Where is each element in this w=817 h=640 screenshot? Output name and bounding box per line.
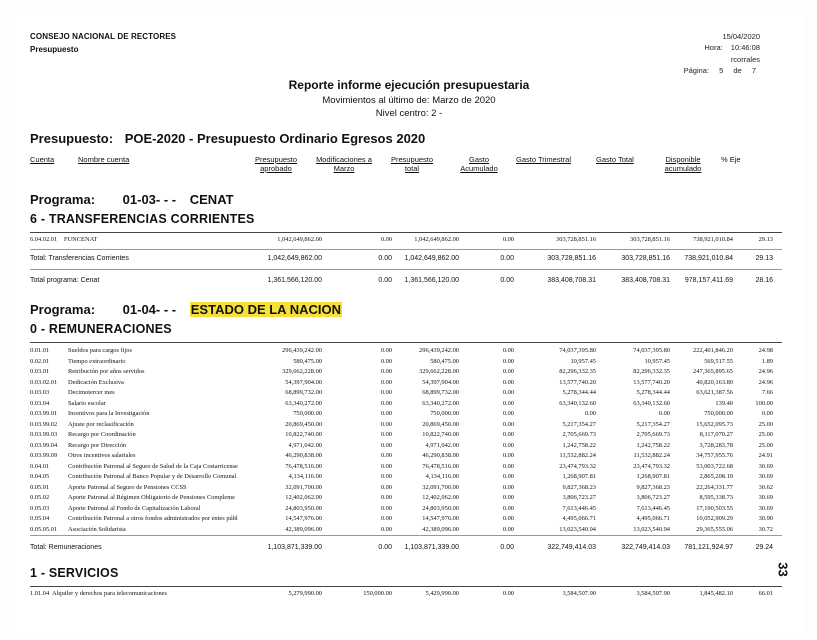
account-code: 0.04.05 (30, 473, 50, 480)
cell-pct: 24.91 (758, 452, 773, 459)
cell-disp: 2,865,208.19 (699, 473, 733, 480)
account-code: 0.01.01 (30, 347, 50, 354)
cell-modif: 0.00 (380, 494, 392, 501)
table-row (30, 590, 773, 600)
cell-modif: 0.00 (380, 399, 392, 407)
cell-aprobado: 1,103,871,339.00 (267, 544, 322, 551)
cell-gtotal: 11,532,882.24 (633, 452, 670, 459)
cell-gtotal: 82,296,332.35 (633, 368, 670, 375)
cell-modif: 0.00 (380, 410, 392, 417)
cell-disp: 10,052,909.29 (696, 515, 733, 522)
cell-pct: 28.16 (755, 277, 773, 284)
account-code: 0.05.03 (30, 504, 50, 512)
cell-gtotal: 5,217,354.27 (636, 420, 670, 428)
cell-acum: 0.00 (502, 525, 514, 533)
cell-disp: 15,652,095.73 (696, 420, 733, 428)
cell-aprobado: 54,397,904.00 (285, 378, 322, 386)
page-label: Página: (683, 66, 710, 75)
account-name: Asociación Solidarista (68, 525, 126, 533)
cell-acum: 0.00 (502, 441, 514, 449)
cell-gtotal: 0.00 (658, 410, 670, 417)
cell-trim: 13,023,540.94 (559, 525, 596, 533)
cell-aprobado: 76,478,516.00 (285, 462, 322, 470)
table-row (30, 441, 773, 452)
cell-total: 24,803,950.00 (422, 504, 459, 512)
divider (30, 232, 782, 233)
divider (30, 249, 782, 250)
cell-gtotal: 2,705,669.73 (636, 431, 670, 438)
page-indicator (684, 66, 756, 75)
cell-total: 42,389,096.00 (422, 525, 459, 533)
cell-acum: 0.00 (502, 494, 514, 501)
cell-gtotal: 322,749,414.03 (621, 544, 670, 551)
cell-modif: 0.00 (380, 378, 392, 386)
table-row (30, 452, 773, 462)
cell-trim: 322,749,414.03 (547, 544, 596, 551)
cell-disp: 569,517.55 (704, 357, 733, 365)
cell-total: 5,429,990.00 (425, 590, 459, 597)
cell-gtotal: 63,340,132.60 (633, 399, 670, 407)
cell-gtotal: 23,474,793.32 (633, 462, 670, 470)
cell-pct: 0.00 (761, 410, 773, 417)
cell-total: 46,290,838.00 (422, 452, 459, 459)
cell-total: 580,475.00 (430, 357, 459, 365)
cell-aprobado: 12,402,062.00 (285, 494, 322, 501)
cell-pct: 30.69 (758, 494, 773, 501)
budget-heading (30, 131, 425, 146)
cell-trim: 303,728,851.16 (556, 236, 596, 243)
divider (30, 269, 782, 270)
cell-pct: 30.72 (758, 525, 773, 533)
col-gasto-acumulado: Gasto Acumulado (460, 155, 498, 173)
cell-total: 1,042,649,862.00 (404, 255, 459, 262)
cell-aprobado: 10,822,740.00 (285, 431, 322, 438)
cell-total: 4,971,042.00 (425, 441, 459, 449)
cell-total: 10,822,740.00 (422, 431, 459, 438)
cell-acum: 0.00 (500, 277, 514, 284)
cell-pct: 24.98 (758, 347, 773, 354)
time-label: Hora: (704, 43, 723, 52)
cell-total: 1,042,649,862.00 (414, 236, 459, 243)
cell-pct: 1.89 (761, 357, 773, 365)
cell-total: 1,103,871,339.00 (404, 544, 459, 551)
table-row (30, 504, 773, 515)
program2-name: ESTADO DE LA NACION (190, 302, 341, 317)
cell-aprobado: 4,134,116.00 (288, 473, 322, 480)
table-row (30, 389, 773, 399)
program2-section2: 1 - SERVICIOS (30, 566, 119, 580)
cell-modif: 0.00 (378, 277, 392, 284)
cell-modif: 0.00 (378, 544, 392, 551)
program1-section: 6 - TRANSFERENCIAS CORRIENTES (30, 212, 255, 226)
cell-trim: 23,474,793.32 (559, 462, 596, 470)
report-user: rcorrales (730, 55, 760, 64)
account-name: Aporte Patronal al Régimen Obligatorio de Pensiones Compleme (68, 494, 236, 501)
col-gasto-total: Gasto Total (596, 155, 634, 164)
col-total: Presupuesto total (390, 155, 434, 173)
cell-modif: 0.00 (380, 515, 392, 522)
cell-aprobado: 329,662,228.00 (282, 368, 322, 375)
account-name: Otros incentivos salariales (68, 452, 136, 459)
cell-pct: 7.66 (761, 389, 773, 396)
report-time: 10:46:08 (730, 43, 760, 52)
cell-modif: 0.00 (380, 525, 392, 533)
account-code: 0.03.04 (30, 399, 50, 407)
table-row (30, 368, 773, 378)
account-name: Contribución Patronal a otros fondos administrados por entes públ (68, 515, 238, 522)
cell-disp: 139.40 (715, 399, 733, 407)
cell-trim: 5,278,344.44 (562, 389, 596, 396)
cell-pct: 30.69 (758, 462, 773, 470)
cell-gtotal: 4,495,066.71 (636, 515, 670, 522)
account-code: 0.03.99.01 (30, 410, 58, 417)
cell-disp: 781,121,924.97 (684, 544, 733, 551)
account-code: 0.05.02 (30, 494, 50, 501)
account-code: 0.05.05.01 (30, 525, 58, 533)
account-name: Decimotercer mes (68, 389, 115, 396)
cell-trim: 383,408,708.31 (547, 277, 596, 284)
page-of: de (733, 66, 742, 75)
cell-gtotal: 303,728,851.16 (621, 255, 670, 262)
cell-trim: 1,242,758.22 (562, 441, 596, 449)
account-code: 0.03.03 (30, 389, 50, 396)
cell-aprobado: 24,803,950.00 (285, 504, 322, 512)
cell-acum: 0.00 (502, 410, 514, 417)
cell-aprobado: 68,899,732.00 (285, 389, 322, 396)
cell-gtotal: 13,577,740.20 (633, 378, 670, 386)
cell-pct: 30.62 (758, 483, 773, 491)
cell-acum: 0.00 (502, 236, 514, 243)
cell-total: 4,134,116.00 (425, 473, 459, 480)
cell-aprobado: 14,547,976.00 (285, 515, 322, 522)
cell-disp: 17,190,503.55 (696, 504, 733, 512)
col-gasto-trimestral: Gasto Trimestral (516, 155, 572, 164)
cell-acum: 0.00 (502, 347, 514, 354)
account-code: 0.04.01 (30, 462, 50, 470)
table-row (30, 515, 773, 525)
cell-trim: 74,037,395.80 (559, 347, 596, 354)
table-row (30, 399, 773, 410)
cell-disp: 3,728,283.78 (699, 441, 733, 449)
cell-disp: 222,401,846.20 (693, 347, 733, 354)
cell-trim: 9,827,368.23 (562, 483, 596, 491)
cell-total: 14,547,976.00 (422, 515, 459, 522)
table-row (30, 236, 773, 246)
cell-disp: 8,595,338.73 (699, 494, 733, 501)
cell-modif: 0.00 (380, 504, 392, 512)
cell-pct: 66.01 (758, 590, 773, 597)
cell-aprobado: 4,971,042.00 (288, 441, 322, 449)
table-row (30, 473, 773, 483)
cell-gtotal: 3,584,507.90 (636, 590, 670, 597)
cell-disp: 8,117,070.27 (699, 431, 733, 438)
cell-total: 63,340,272.00 (422, 399, 459, 407)
program1-label: Programa: (30, 192, 96, 207)
cell-trim: 0.00 (584, 410, 596, 417)
table-row (30, 357, 773, 368)
cell-disp: 34,757,955.76 (696, 452, 733, 459)
budget-label: Presupuesto: (30, 131, 114, 146)
total-row (30, 544, 773, 554)
cell-trim: 82,296,332.35 (559, 368, 596, 375)
cell-trim: 4,495,066.71 (562, 515, 596, 522)
cell-gtotal: 74,037,395.80 (633, 347, 670, 354)
cell-modif: 0.00 (378, 255, 392, 262)
table-row (30, 347, 773, 357)
cell-gtotal: 9,827,368.23 (636, 483, 670, 491)
cell-acum: 0.00 (502, 515, 514, 522)
cell-disp: 750,000.00 (704, 410, 733, 417)
cell-modif: 0.00 (380, 368, 392, 375)
program2-code: 01-04- - - (122, 302, 177, 317)
cell-modif: 150,000.00 (363, 590, 392, 597)
account-name: Dedicación Exclusiva (68, 378, 124, 386)
report-sheet (14, 14, 804, 634)
cell-disp: 978,157,411.69 (684, 277, 733, 284)
cell-gtotal: 303,728,851.16 (630, 236, 670, 243)
cell-acum: 0.00 (502, 378, 514, 386)
cell-aprobado: 5,279,990.00 (288, 590, 322, 597)
cell-aprobado: 20,869,450.00 (285, 420, 322, 428)
cell-total: 329,662,228.00 (419, 368, 459, 375)
cell-aprobado: 63,340,272.00 (285, 399, 322, 407)
cell-modif: 0.00 (380, 389, 392, 396)
total-label: Total programa: Cenat (30, 277, 100, 284)
report-title: Reporte informe ejecución presupuestaria (288, 78, 530, 92)
cell-total: 1,361,566,120.00 (404, 277, 459, 284)
cell-gtotal: 1,268,907.81 (636, 473, 670, 480)
total-label: Total: Transferencias Corrientes (30, 255, 129, 262)
account-name: Sueldos para cargos fijos (68, 347, 132, 354)
cell-trim: 10,957.45 (570, 357, 596, 365)
page-current: 5 (719, 66, 724, 75)
account-name: Recargo por Coordinación (68, 431, 136, 438)
cell-gtotal: 1,242,758.22 (636, 441, 670, 449)
table-row (30, 525, 773, 536)
program1-code: 01-03- - - (122, 192, 177, 207)
cell-pct: 25.00 (758, 441, 773, 449)
cell-acum: 0.00 (502, 368, 514, 375)
cell-disp: 738,921,010.84 (684, 255, 733, 262)
table-row (30, 431, 773, 441)
account-name: Ajuste por reclasificación (68, 420, 134, 428)
table-row (30, 494, 773, 504)
cell-modif: 0.00 (380, 452, 392, 459)
account-name: Contribución Patronal al Banco Popular y de Desarrollo Comunal (68, 473, 237, 480)
cell-disp: 1,845,482.10 (699, 590, 733, 597)
divider (30, 342, 782, 343)
cell-acum: 0.00 (500, 544, 514, 551)
cell-pct: 25.00 (758, 420, 773, 428)
cell-pct: 30.69 (758, 473, 773, 480)
account-code: 0.03.99.03 (30, 431, 58, 438)
account-code: 0.05.01 (30, 483, 50, 491)
col-modificaciones: Modificaciones a Marzo (316, 155, 372, 173)
table-row (30, 462, 773, 473)
report-category: Presupuesto (30, 45, 79, 54)
cell-pct: 29.13 (755, 255, 773, 262)
cell-total: 750,000.00 (430, 410, 459, 417)
account-name: FUNCENAT (64, 236, 98, 243)
cell-acum: 0.00 (502, 357, 514, 365)
cell-modif: 0.00 (380, 483, 392, 491)
table-row (30, 420, 773, 431)
account-code: 0.03.99.09 (30, 452, 58, 459)
cell-disp: 40,820,163.80 (696, 378, 733, 386)
cell-total: 54,397,904.00 (422, 378, 459, 386)
cell-trim: 11,532,882.24 (559, 452, 596, 459)
cell-disp: 738,921,010.84 (693, 236, 733, 243)
account-name: Recargo por Dirección (68, 441, 127, 449)
table-row (30, 410, 773, 420)
cell-gtotal: 5,278,344.44 (636, 389, 670, 396)
cell-modif: 0.00 (380, 420, 392, 428)
account-name: Alquiler y derechos para telecomunicaciones (52, 590, 167, 597)
cell-aprobado: 750,000.00 (293, 410, 322, 417)
cell-pct: 30.69 (758, 504, 773, 512)
program1-name: CENAT (189, 192, 234, 207)
report-movements: Movimientos al último de: Marzo de 2020 (322, 95, 496, 106)
cell-trim: 3,584,507.90 (562, 590, 596, 597)
cell-modif: 0.00 (380, 462, 392, 470)
account-name: Incentivos para la Investigación (68, 410, 150, 417)
page-total: 7 (751, 66, 756, 75)
cell-aprobado: 1,042,649,862.00 (267, 255, 322, 262)
cell-trim: 2,705,669.73 (562, 431, 596, 438)
cell-disp: 63,621,387.56 (696, 389, 733, 396)
budget-name: POE-2020 - Presupuesto Ordinario Egresos 2020 (124, 131, 426, 146)
total-label: Total: Remuneraciones (30, 544, 102, 551)
cell-trim: 3,806,723.27 (562, 494, 596, 501)
side-page-number: 33 (775, 562, 791, 577)
account-code: 0.05.04 (30, 515, 50, 522)
cell-gtotal: 383,408,708.31 (621, 277, 670, 284)
col-pct: % Eje (721, 155, 741, 164)
cell-acum: 0.00 (502, 462, 514, 470)
cell-pct: 25.00 (758, 431, 773, 438)
report-time-block (704, 43, 760, 52)
cell-total: 76,478,516.00 (422, 462, 459, 470)
cell-pct: 29.24 (755, 544, 773, 551)
cell-aprobado: 32,091,700.00 (285, 483, 322, 491)
account-name: Aporte Patronal al Seguro de Pensiones CCSS (68, 483, 187, 491)
cell-gtotal: 7,613,446.45 (636, 504, 670, 512)
cell-pct: 30.90 (758, 515, 773, 522)
account-name: Tiempo extraordinario (68, 357, 126, 365)
col-aprobado: Presupuesto aprobado (254, 155, 298, 173)
total-row (30, 255, 773, 265)
cell-modif: 0.00 (380, 236, 392, 243)
account-code: 1.01.04 (30, 590, 50, 597)
cell-aprobado: 580,475.00 (293, 357, 322, 365)
cell-disp: 22,264,331.77 (696, 483, 733, 491)
account-name: Retribución por años servidos (68, 368, 145, 375)
cell-acum: 0.00 (502, 473, 514, 480)
cell-acum: 0.00 (502, 389, 514, 396)
cell-acum: 0.00 (500, 255, 514, 262)
cell-modif: 0.00 (380, 347, 392, 354)
cell-aprobado: 296,439,242.00 (282, 347, 322, 354)
col-disponible: Disponible acumulado (664, 155, 702, 173)
cell-acum: 0.00 (502, 452, 514, 459)
program2-label: Programa: (30, 302, 96, 317)
table-row (30, 378, 773, 389)
cell-total: 20,869,450.00 (422, 420, 459, 428)
cell-disp: 53,003,722.68 (696, 462, 733, 470)
account-code: 6.04.02.01 (30, 236, 58, 243)
cell-acum: 0.00 (502, 431, 514, 438)
cell-disp: 29,365,555.06 (696, 525, 733, 533)
cell-modif: 0.00 (380, 473, 392, 480)
cell-acum: 0.00 (502, 504, 514, 512)
cell-trim: 63,340,132.60 (559, 399, 596, 407)
report-date: 15/04/2020 (722, 32, 760, 41)
program2-heading (30, 302, 342, 317)
account-code: 0.03.99.02 (30, 420, 58, 428)
cell-total: 296,439,242.00 (419, 347, 459, 354)
cell-aprobado: 1,361,566,120.00 (267, 277, 322, 284)
cell-trim: 303,728,851.16 (547, 255, 596, 262)
cell-pct: 24.96 (758, 378, 773, 386)
cell-acum: 0.00 (502, 420, 514, 428)
cell-pct: 29.13 (758, 236, 773, 243)
cell-aprobado: 42,389,096.00 (285, 525, 322, 533)
cell-modif: 0.00 (380, 431, 392, 438)
cell-total: 68,899,732.00 (422, 389, 459, 396)
table-row (30, 483, 773, 494)
cell-modif: 0.00 (380, 357, 392, 365)
account-name: Salario escolar (68, 399, 106, 407)
cell-trim: 13,577,740.20 (559, 378, 596, 386)
col-cuenta: Cuenta (30, 155, 55, 164)
program2-section: 0 - REMUNERACIONES (30, 322, 172, 336)
report-center-level: Nivel centro: 2 - (375, 108, 443, 119)
program1-heading (30, 192, 234, 207)
cell-gtotal: 10,957.45 (644, 357, 670, 365)
account-name: Aporte Patronal al Fondo de Capitalización Laboral (68, 504, 201, 512)
account-code: 0.03.01 (30, 368, 50, 375)
cell-gtotal: 3,806,723.27 (636, 494, 670, 501)
col-nombre: Nombre cuenta (78, 155, 130, 164)
cell-pct: 24.96 (758, 368, 773, 375)
cell-acum: 0.00 (502, 483, 514, 491)
cell-disp: 247,365,895.65 (693, 368, 733, 375)
cell-total: 12,402,062.00 (422, 494, 459, 501)
cell-trim: 5,217,354.27 (562, 420, 596, 428)
cell-aprobado: 1,042,649,862.00 (277, 236, 322, 243)
cell-trim: 7,613,446.45 (562, 504, 596, 512)
account-code: 0.03.99.04 (30, 441, 58, 449)
cell-acum: 0.00 (502, 590, 514, 597)
cell-gtotal: 13,023,540.94 (633, 525, 670, 533)
cell-total: 32,091,700.00 (422, 483, 459, 491)
cell-trim: 1,268,907.81 (562, 473, 596, 480)
cell-pct: 100.00 (755, 399, 773, 407)
organization-name: CONSEJO NACIONAL DE RECTORES (30, 32, 177, 41)
account-name: Contribución Patronal al Seguro de Salud de la Caja Costarricense (68, 462, 238, 470)
cell-aprobado: 46,290,838.00 (285, 452, 322, 459)
account-code: 0.02.01 (30, 357, 50, 365)
cell-acum: 0.00 (502, 399, 514, 407)
account-code: 0.03.02.01 (30, 378, 58, 386)
divider (30, 535, 782, 536)
divider (30, 586, 782, 587)
total-row (30, 277, 773, 287)
cell-modif: 0.00 (380, 441, 392, 449)
